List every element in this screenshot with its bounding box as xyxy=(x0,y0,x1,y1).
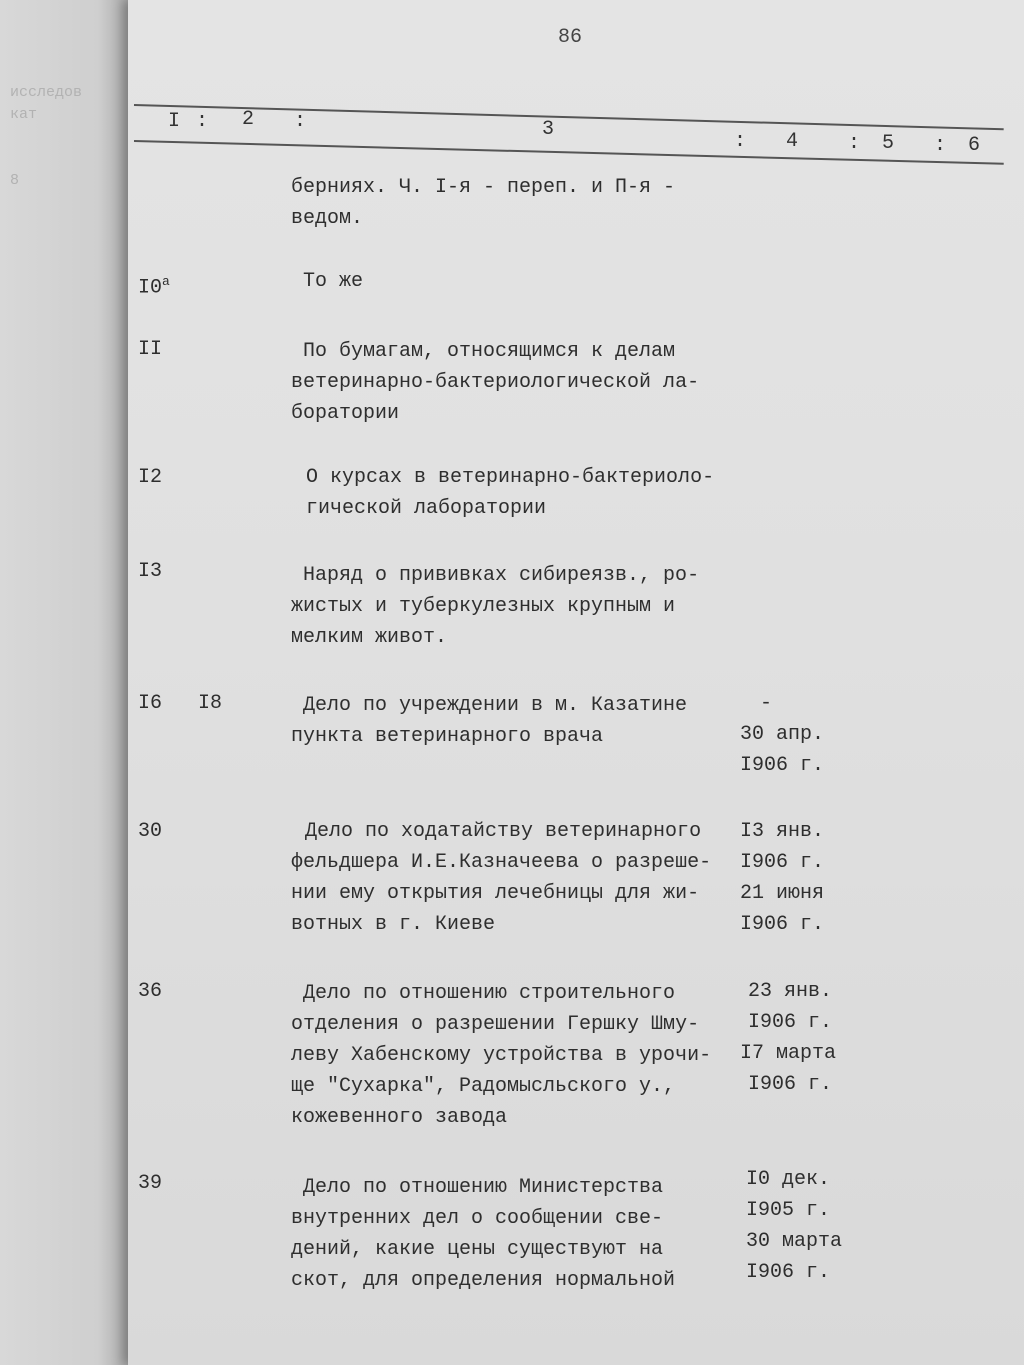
description-line: леву Хабенскому устройства в урочи- xyxy=(291,1044,712,1067)
description-line: кожевенного завода xyxy=(291,1106,508,1129)
description-line: Дело по отношению строительного xyxy=(303,982,676,1005)
description-line: внутренних дел о сообщении све- xyxy=(291,1207,664,1230)
row-number-2: I8 xyxy=(198,692,223,715)
document-page xyxy=(128,0,1024,1365)
description-line: гической лаборатории xyxy=(306,497,547,520)
date-line: 21 июня xyxy=(740,882,825,905)
header-col1: I xyxy=(168,110,181,133)
header-col5: 5 xyxy=(882,132,895,155)
description-line: берниях. Ч. I-я - переп. и П-я - xyxy=(291,176,676,199)
description-line: нии ему открытия лечебницы для жи- xyxy=(291,882,700,905)
row-dates xyxy=(740,816,824,940)
row-description xyxy=(303,266,363,297)
row-number: I3 xyxy=(138,560,163,583)
row-number: 39 xyxy=(138,1172,163,1195)
header-sep: : xyxy=(848,132,861,155)
header-col2: 2 xyxy=(242,108,255,131)
header-col3: 3 xyxy=(542,118,555,141)
date-line: I7 марта xyxy=(740,1042,837,1065)
header-col6: 6 xyxy=(968,134,981,157)
row-description xyxy=(291,978,711,1133)
description-line: По бумагам, относящимся к делам xyxy=(303,340,676,363)
row-description xyxy=(291,336,699,429)
row-dates xyxy=(740,688,824,781)
row-number-superscript: а xyxy=(162,274,170,289)
description-line: отделения о разрешении Гершку Шму- xyxy=(291,1013,700,1036)
header-col4: 4 xyxy=(786,130,799,153)
row-dates xyxy=(740,976,836,1100)
left-fragment-line: исследов xyxy=(10,84,83,101)
date-line: I0 дек. xyxy=(746,1168,831,1191)
date-line: I906 г. xyxy=(746,1261,831,1284)
header-sep: : xyxy=(734,130,747,153)
row-number: 30 xyxy=(138,820,163,843)
date-line: I906 г. xyxy=(748,1073,833,1096)
description-line: пункта ветеринарного врача xyxy=(291,725,604,748)
date-line: I3 янв. xyxy=(740,820,825,843)
description-line: мелким живот. xyxy=(291,626,448,649)
date-line: I905 г. xyxy=(746,1199,831,1222)
description-line: боратории xyxy=(291,402,400,425)
date-line: 30 марта xyxy=(746,1230,843,1253)
row-description xyxy=(291,690,687,752)
left-page-fragment xyxy=(0,60,121,220)
description-line: вотных в г. Киеве xyxy=(291,913,496,936)
row-description xyxy=(291,816,711,940)
description-line: фельдшера И.Е.Казначеева о разреше- xyxy=(291,851,712,874)
row-number: I6 xyxy=(138,692,163,715)
left-page-edge xyxy=(0,0,140,1365)
row-number: II xyxy=(138,338,163,361)
row-description xyxy=(291,560,699,653)
description-line: жистых и туберкулезных крупным и xyxy=(291,595,676,618)
description-line: Дело по отношению Министерства xyxy=(303,1176,664,1199)
row-dates xyxy=(740,1164,842,1288)
register-table xyxy=(128,0,1024,1365)
date-line: I906 г. xyxy=(740,754,825,777)
description-line: ветеринарно-бактериологической ла- xyxy=(291,371,700,394)
page-number: 86 xyxy=(558,26,583,49)
date-line: I906 г. xyxy=(748,1011,833,1034)
description-line: ведом. xyxy=(291,207,364,230)
date-line: 23 янв. xyxy=(748,980,833,1003)
left-fragment-line: 8 xyxy=(10,172,20,189)
description-line: скот, для определения нормальной xyxy=(291,1269,676,1292)
row-description xyxy=(291,1172,675,1296)
header-sep: : xyxy=(934,134,947,157)
row-number: 36 xyxy=(138,980,163,1003)
description-line: ще "Сухарка", Радомысльского у., xyxy=(291,1075,676,1098)
description-line: То же xyxy=(303,270,364,293)
date-line: I906 г. xyxy=(740,913,825,936)
description-line: дений, какие цены существуют на xyxy=(291,1238,664,1261)
header-sep: : xyxy=(196,110,209,133)
description-line: О курсах в ветеринарно-бактериоло- xyxy=(306,466,715,489)
left-fragment-line: кат xyxy=(10,106,38,123)
row-number xyxy=(138,266,170,304)
date-line: 30 апр. xyxy=(740,723,825,746)
row-number: I2 xyxy=(138,466,163,489)
header-sep: : xyxy=(294,110,307,133)
row-number-text: I0 xyxy=(138,276,163,300)
date-line: I906 г. xyxy=(740,851,825,874)
description-line: Дело по ходатайству ветеринарного xyxy=(305,820,702,843)
date-line: - xyxy=(760,692,773,715)
row-description xyxy=(306,462,714,524)
description-line: Дело по учреждении в м. Казатине xyxy=(303,694,688,717)
row-description xyxy=(291,172,675,234)
description-line: Наряд о прививках сибиреязв., ро- xyxy=(303,564,700,587)
